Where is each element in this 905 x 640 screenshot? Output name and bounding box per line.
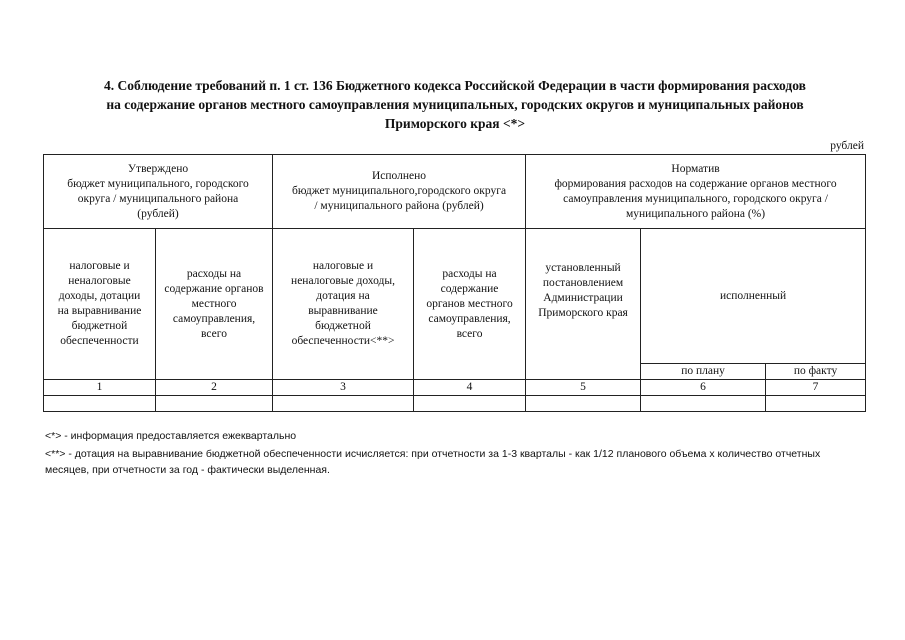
footnote-1: <*> - информация предоставляется ежеквартально (45, 430, 297, 442)
data-cell (526, 396, 641, 412)
column-number: 4 (414, 380, 526, 396)
data-cell (44, 396, 156, 412)
column-number: 7 (766, 380, 866, 396)
footnote-2-line-2: месяцев, при отчетности за год - фактически выделенная. (45, 464, 330, 476)
subheader-norm-established: установленный постановлением Администрации Приморского края (526, 229, 641, 380)
footnotes (45, 428, 865, 480)
units-label: рублей (830, 140, 864, 152)
title-line-1: 4. Соблюдение требований п. 1 ст. 136 Бюджетного кодекса Российской Федерации в части формирования расходов (104, 78, 806, 93)
footnote-2-line-1: <**> - дотация на выравнивание бюджетной обеспеченности исчисляется: при отчетности за 1-3 кварталы - как 1/12 планового объема х количество отчетных (45, 448, 821, 460)
subheader-norm-executed: исполненный (641, 229, 866, 364)
column-number: 2 (156, 380, 273, 396)
data-cell (414, 396, 526, 412)
subheader-expenses-approved: расходы на содержание органов местного самоуправления, всего (156, 229, 273, 380)
subheader-by-plan: по плану (641, 364, 766, 380)
section-title (40, 76, 870, 133)
data-cell (641, 396, 766, 412)
column-number: 3 (273, 380, 414, 396)
subheader-revenues-executed: налоговые и неналоговые доходы, дотация на выравнивание бюджетной обеспеченности<**> (273, 229, 414, 380)
title-line-3: Приморского края <*> (384, 116, 526, 131)
data-cell (156, 396, 273, 412)
data-cell (273, 396, 414, 412)
column-number: 1 (44, 380, 156, 396)
column-number: 6 (641, 380, 766, 396)
header-norm: Норматив формирования расходов на содержание органов местного самоуправления муниципального, городского округа / муниципального района (%) (526, 155, 866, 229)
data-cell (766, 396, 866, 412)
header-approved: Утверждено бюджет муниципального, городского округа / муниципального района (рублей) (44, 155, 273, 229)
header-executed: Исполнено бюджет муниципального,городского округа / муниципального района (рублей) (273, 155, 526, 229)
budget-table (43, 154, 866, 412)
column-number: 5 (526, 380, 641, 396)
subheader-expenses-executed: расходы на содержание органов местного самоуправления, всего (414, 229, 526, 380)
subheader-by-fact: по факту (766, 364, 866, 380)
subheader-revenues-approved: налоговые и неналоговые доходы, дотации на выравнивание бюджетной обеспеченности (44, 229, 156, 380)
title-line-2: на содержание органов местного самоуправления муниципальных, городских округов и муниципальных районов (106, 97, 804, 112)
